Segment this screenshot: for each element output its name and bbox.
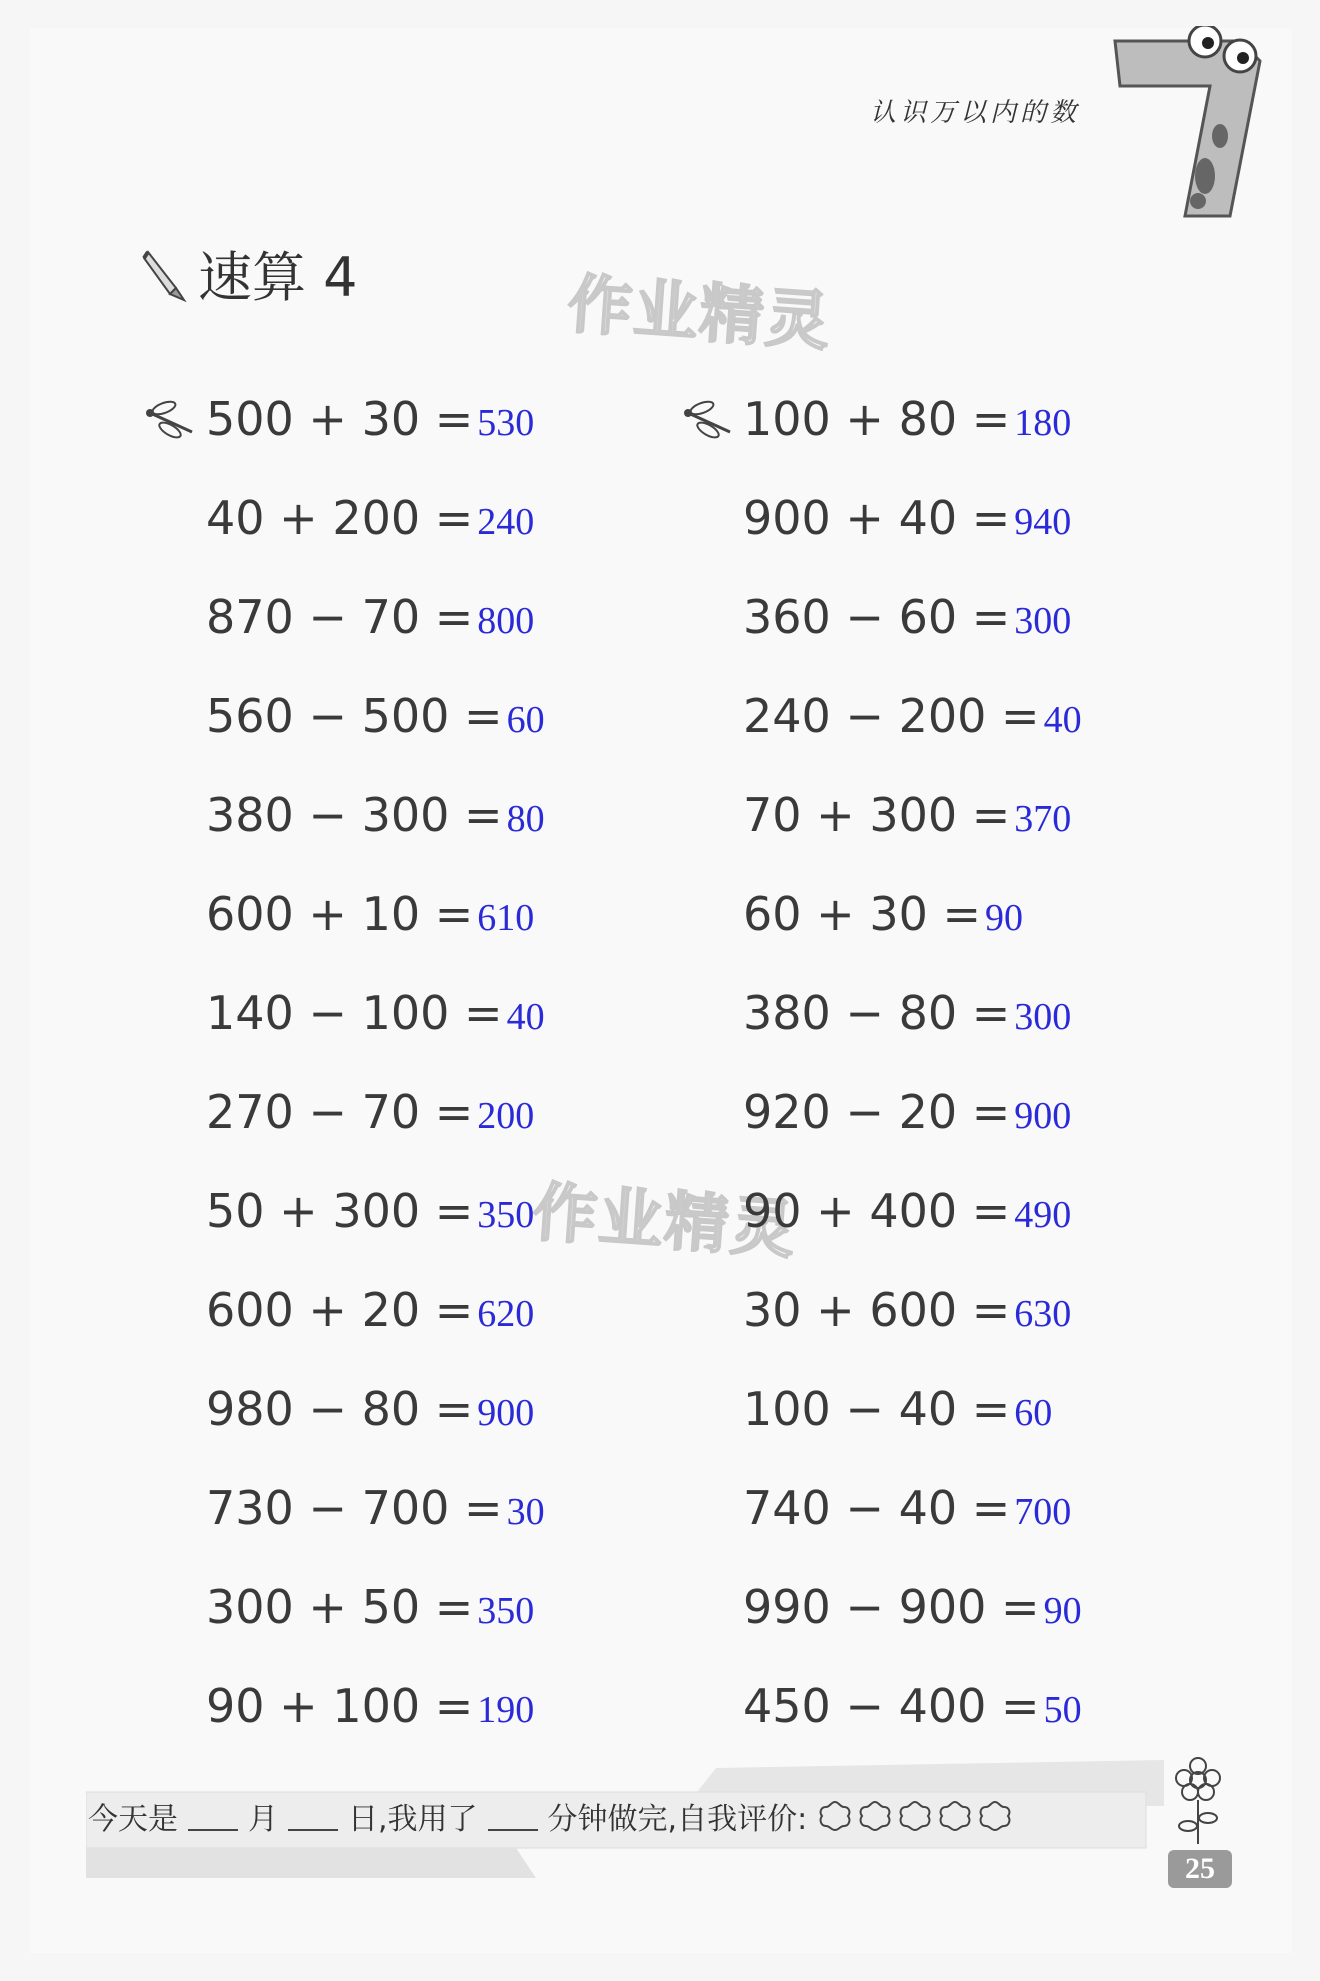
problem-expression: 920 − 20 = <box>743 1085 1011 1139</box>
problem-answer[interactable]: 40 <box>1043 699 1082 741</box>
footer-month-label: 月 <box>248 1802 278 1837</box>
problem-answer[interactable]: 900 <box>1014 1095 1072 1137</box>
math-problem <box>206 1085 534 1145</box>
problem-answer[interactable]: 60 <box>506 699 545 741</box>
math-problem <box>743 986 1071 1046</box>
problem-answer[interactable]: 80 <box>506 798 545 840</box>
problem-expression: 30 + 600 = <box>743 1283 1011 1337</box>
problem-expression: 730 − 700 = <box>206 1481 503 1535</box>
math-problem <box>206 1184 534 1244</box>
problem-expression: 100 + 80 = <box>743 392 1011 446</box>
math-problem <box>206 392 534 452</box>
star-outline-icon[interactable] <box>857 1799 893 1833</box>
problem-answer[interactable]: 190 <box>477 1689 535 1731</box>
star-outline-icon[interactable] <box>817 1799 853 1833</box>
problem-expression: 600 + 20 = <box>206 1283 474 1337</box>
math-problem <box>206 788 545 848</box>
problem-answer[interactable]: 800 <box>477 600 535 642</box>
math-problem <box>743 689 1082 749</box>
math-problem <box>743 1382 1052 1442</box>
math-problem <box>743 1184 1071 1244</box>
problem-expression: 50 + 300 = <box>206 1184 474 1238</box>
problem-answer[interactable]: 300 <box>1014 600 1072 642</box>
math-problem <box>743 1481 1071 1541</box>
problem-answer[interactable]: 240 <box>477 501 535 543</box>
problem-answer[interactable]: 180 <box>1014 402 1072 444</box>
minutes-blank[interactable] <box>488 1801 538 1831</box>
math-problem <box>206 1679 534 1739</box>
problem-answer[interactable]: 300 <box>1014 996 1072 1038</box>
math-problem <box>206 1283 534 1343</box>
section-title-text: 速算 4 <box>198 246 358 309</box>
problem-answer[interactable]: 370 <box>1014 798 1072 840</box>
math-problem <box>206 689 545 749</box>
star-outline-icon[interactable] <box>937 1799 973 1833</box>
footer-day-label: 日,我用了 <box>348 1802 478 1837</box>
math-problem <box>743 590 1071 650</box>
math-problem <box>743 788 1071 848</box>
self-evaluation-bar <box>88 1790 1168 1842</box>
watermark: 作业精灵 <box>565 267 834 361</box>
math-problem <box>206 986 545 1046</box>
problem-answer[interactable]: 60 <box>1014 1392 1053 1434</box>
problem-expression: 990 − 900 = <box>743 1580 1040 1634</box>
problem-answer[interactable]: 90 <box>1043 1590 1082 1632</box>
problem-expression: 140 − 100 = <box>206 986 503 1040</box>
problem-expression: 560 − 500 = <box>206 689 503 743</box>
problem-expression: 100 − 40 = <box>743 1382 1011 1436</box>
problem-answer[interactable]: 40 <box>506 996 545 1038</box>
problem-answer[interactable]: 350 <box>477 1194 535 1236</box>
footer-today-label: 今天是 <box>88 1802 178 1837</box>
math-problem <box>206 491 534 551</box>
footer-minutes-label: 分钟做完,自我评价: <box>547 1802 808 1837</box>
problem-expression: 40 + 200 = <box>206 491 474 545</box>
problem-expression: 900 + 40 = <box>743 491 1011 545</box>
problem-answer[interactable]: 530 <box>477 402 535 444</box>
problem-expression: 500 + 30 = <box>206 392 474 446</box>
problem-expression: 90 + 400 = <box>743 1184 1011 1238</box>
problem-answer[interactable]: 610 <box>477 897 535 939</box>
month-blank[interactable] <box>188 1801 238 1831</box>
problem-answer[interactable]: 900 <box>477 1392 535 1434</box>
math-problem <box>743 887 1023 947</box>
star-outline-icon[interactable] <box>897 1799 933 1833</box>
problem-expression: 360 − 60 = <box>743 590 1011 644</box>
problem-expression: 270 − 70 = <box>206 1085 474 1139</box>
problem-answer[interactable]: 490 <box>1014 1194 1072 1236</box>
problem-expression: 450 − 400 = <box>743 1679 1040 1733</box>
star-outline-icon[interactable] <box>977 1799 1013 1833</box>
problem-expression: 240 − 200 = <box>743 689 1040 743</box>
problem-answer[interactable]: 620 <box>477 1293 535 1335</box>
watermark: 作业精灵 <box>530 1175 799 1269</box>
flower-icon <box>1168 1756 1228 1846</box>
problem-answer[interactable]: 50 <box>1043 1689 1082 1731</box>
math-problem <box>206 887 534 947</box>
math-problem <box>743 1679 1082 1739</box>
math-problem <box>206 1382 534 1442</box>
problem-expression: 380 − 80 = <box>743 986 1011 1040</box>
math-problem <box>743 1085 1071 1145</box>
math-problem <box>743 392 1071 452</box>
problem-answer[interactable]: 350 <box>477 1590 535 1632</box>
day-blank[interactable] <box>288 1801 338 1831</box>
math-problem <box>206 1580 534 1640</box>
rating-stars <box>817 1799 1013 1833</box>
problem-answer[interactable]: 90 <box>985 897 1024 939</box>
math-problem <box>743 1580 1082 1640</box>
problem-expression: 90 + 100 = <box>206 1679 474 1733</box>
math-problem <box>743 1283 1071 1343</box>
problem-expression: 300 + 50 = <box>206 1580 474 1634</box>
math-problem <box>743 491 1071 551</box>
math-problem <box>206 590 534 650</box>
problem-answer[interactable]: 700 <box>1014 1491 1072 1533</box>
problem-expression: 980 − 80 = <box>206 1382 474 1436</box>
problem-expression: 740 − 40 = <box>743 1481 1011 1535</box>
problem-expression: 870 − 70 = <box>206 590 474 644</box>
problem-expression: 380 − 300 = <box>206 788 503 842</box>
problem-answer[interactable]: 200 <box>477 1095 535 1137</box>
problem-expression: 600 + 10 = <box>206 887 474 941</box>
page-number: 25 <box>1168 1850 1232 1888</box>
problem-answer[interactable]: 630 <box>1014 1293 1072 1335</box>
math-problem <box>206 1481 545 1541</box>
problem-expression: 60 + 30 = <box>743 887 982 941</box>
problem-answer[interactable]: 940 <box>1014 501 1072 543</box>
chapter-title: 认识万以内的数 <box>870 98 1081 128</box>
problem-expression: 70 + 300 = <box>743 788 1011 842</box>
problem-answer[interactable]: 30 <box>506 1491 545 1533</box>
